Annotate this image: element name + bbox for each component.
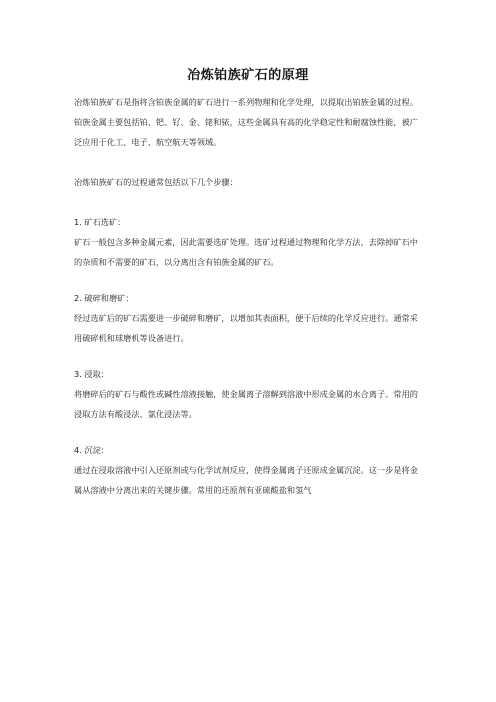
spacer <box>74 424 426 440</box>
step-heading-2: 2. 破碎和磨矿： <box>74 293 134 303</box>
spacer <box>74 152 426 172</box>
spacer <box>74 348 426 364</box>
step-heading-4: 4. 沉淀： <box>74 445 109 455</box>
step-body-1: 矿石一般包含多种金属元素，因此需要选矿处理。选矿过程通过物理和化学方法，去除掉矿石中的杂质和不需要的矿石，以分离出含有铂族金属的矿石。 <box>74 237 418 267</box>
document-body <box>74 92 426 500</box>
step-heading-3: 3. 浸取： <box>74 369 109 379</box>
step-body-2: 经过选矿后的矿石需要进一步破碎和磨矿，以增加其表面积，便于后续的化学反应进行。通常采用破碎机和球磨机等设备进行。 <box>74 313 418 343</box>
step-heading-1: 1. 矿石选矿： <box>74 217 126 227</box>
intro-paragraph: 冶炼铂族矿石是指将含铂族金属的矿石进行一系列物理和化学处理，以提取出铂族金属的过程。铂族金属主要包括铂、钯、钌、金、铑和铱，这些金属具有高的化学稳定性和耐腐蚀性能，被广泛应用于化工、电子、航空航天等领域。 <box>74 97 418 147</box>
step-body-4: 通过在浸取溶液中引入还原剂或与化学试剂反应，使得金属离子还原成金属沉淀。这一步是将金属从溶液中分离出来的关键步骤。常用的还原剂有亚硫酸盐和氢气 <box>74 465 418 495</box>
steps-intro: 冶炼铂族矿石的过程通常包括以下几个步骤： <box>74 177 238 187</box>
document-title: 冶炼铂族矿石的原理 <box>187 68 309 83</box>
spacer <box>74 192 426 212</box>
step-body-3: 将磨碎后的矿石与酸性或碱性溶液接触，使金属离子溶解到溶液中形成金属的水合离子。常用的浸取方法有酸浸法、氯化浸法等。 <box>74 389 418 419</box>
spacer <box>74 272 426 288</box>
